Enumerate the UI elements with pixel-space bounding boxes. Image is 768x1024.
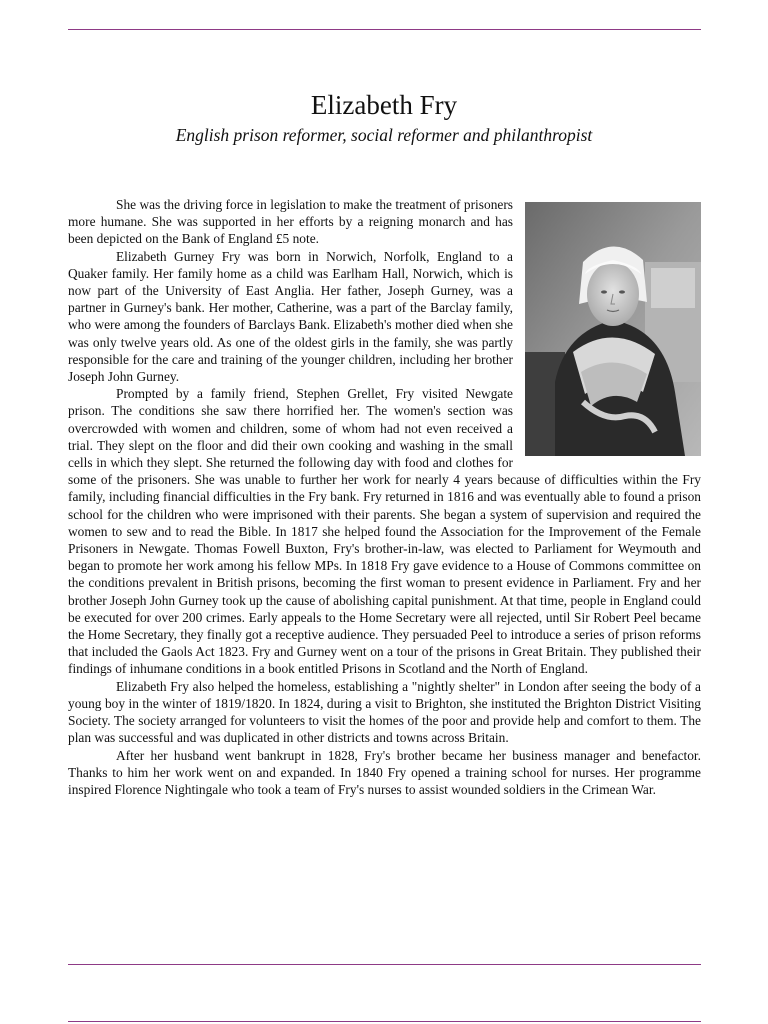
page-bottom-divider bbox=[68, 1021, 701, 1022]
header-divider bbox=[68, 29, 701, 30]
paragraph-newgate: Prompted by a family friend, Stephen Grellet, Fry visited Newgate prison. The conditions she saw there horrified her. The women's section was overcrowded with women and children, some of whom had not even received a trial. They slept on the floor and did their own cooking and washing in the small cells in which they slept. She returned the following day with food and clothes for some of the prisoners. She was unable to further her work for nearly 4 years because of difficulties within the Fry family, including financial difficulties in the Fry bank. Fry returned in 1816 and was eventually able to found a prison school for the children who were imprisoned with their parents. She began a system of supervision and required the women to sew and to read the Bible. In 1817 she helped found the Association for the Improvement of the Female Prisoners in Newgate. Thomas Fowell Buxton, Fry's brother-in-law, was elected to Parliament for Weymouth and began to promote her work among his fellow MPs. In 1818 Fry gave evidence to a House of Commons committee on the conditions prevalent in British prisons, becoming the first woman to present evidence in Parliament. Fry and her brother Joseph John Gurney took up the cause of abolishing capital punishment. At that time, people in England could be executed for over 200 crimes. Early appeals to the Home Secretary were all rejected, until Sir Robert Peel became the Home Secretary, they finally got a receptive audience. They persuaded Peel to introduce a series of prison reforms that included the Gaols Act 1823. Fry and Gurney went on a tour of the prisons in Great Britain. They published their findings of inhumane conditions in a book entitled Prisons in Scotland and the North of England. bbox=[68, 386, 701, 677]
paragraph-early-life: Elizabeth Gurney Fry was born in Norwich, Norfolk, England to a Quaker family. Her family home as a child was Earlham Hall, Norwich, which is now part of the University of East Anglia. Her father, Joseph Gurney, was a partner in Gurney's bank. Her mother, Catherine, was a part of the Barclay family, who were among the founders of Barclays Bank. Elizabeth's mother died when she was only twelve years old. As one of the oldest girls in the family, she was partly responsible for the care and training of the younger children, including her brother Joseph John Gurney. bbox=[68, 248, 513, 385]
footer-divider bbox=[68, 964, 701, 965]
paragraph-homeless: Elizabeth Fry also helped the homeless, establishing a "nightly shelter" in London after seeing the body of a young boy in the winter of 1819/1820. In 1824, during a visit to Brighton, she instituted the Brighton District Visiting Society. The society arranged for volunteers to visit the homes of the poor and provide help and comfort to them. The plan was successful and was duplicated in other districts and towns across Britain. bbox=[68, 678, 701, 746]
page-subtitle: English prison reformer, social reformer and philanthropist bbox=[175, 125, 593, 145]
page-title: Elizabeth Fry bbox=[310, 90, 458, 120]
portrait-image bbox=[525, 202, 701, 456]
paragraph-later-work: After her husband went bankrupt in 1828, Fry's brother became her business manager and benefactor. Thanks to him her work went on and expanded. In 1840 Fry opened a training school for nurses. Her programme inspired Florence Nightingale who took a team of Fry's nurses to assist wounded soldiers in the Crimean War. bbox=[68, 747, 701, 797]
paragraph-intro: She was the driving force in legislation to make the treatment of prisoners more humane. She was supported in her efforts by a reigning monarch and has been depicted on the Bank of England £5 note. bbox=[68, 197, 513, 247]
article-body bbox=[68, 196, 701, 798]
